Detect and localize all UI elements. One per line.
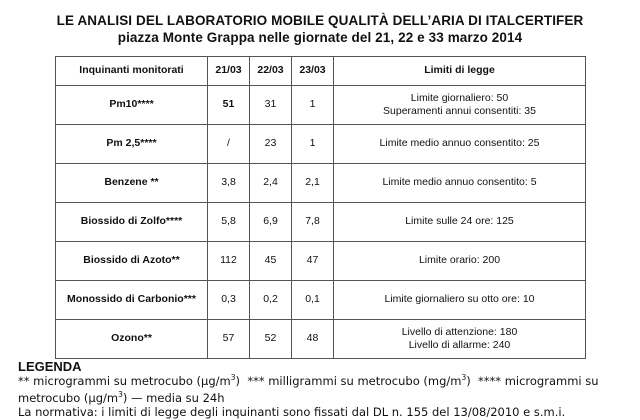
pollutant-name: Biossido di Zolfo**** bbox=[56, 203, 208, 242]
limit-line: Limite giornaliero: 50 bbox=[410, 91, 509, 104]
exponent: 3 bbox=[230, 373, 236, 383]
legend-metrocubo: metrocubo (µg/m bbox=[18, 391, 119, 405]
value-21-03: 51 bbox=[208, 86, 250, 125]
legend-24h-note: ) — media su 24h bbox=[122, 391, 225, 405]
legend-unit-micrograms-24h: **** microgrammi su bbox=[478, 374, 599, 388]
value-22-03: 6,9 bbox=[250, 203, 292, 242]
table-row bbox=[56, 86, 586, 125]
close-paren: ) bbox=[235, 374, 241, 388]
value-21-03: 112 bbox=[208, 242, 250, 281]
legal-limit bbox=[334, 320, 586, 359]
table-row bbox=[56, 203, 586, 242]
column-header: Limiti di legge bbox=[334, 57, 586, 86]
legal-limit: Limite medio annuo consentito: 5 bbox=[334, 164, 586, 203]
table-row bbox=[56, 281, 586, 320]
value-23-03: 1 bbox=[292, 125, 334, 164]
value-23-03: 1 bbox=[292, 86, 334, 125]
table-row bbox=[56, 125, 586, 164]
legend-units-line bbox=[18, 374, 599, 388]
legal-limit: Limite medio annuo consentito: 25 bbox=[334, 125, 586, 164]
legend-unit-milligrams: *** milligrammi su metrocubo (mg/m bbox=[247, 374, 462, 388]
legal-limit: Limite giornaliero su otto ore: 10 bbox=[334, 281, 586, 320]
value-22-03: 52 bbox=[250, 320, 292, 359]
legend-title: LEGENDA bbox=[18, 359, 82, 374]
value-23-03: 47 bbox=[292, 242, 334, 281]
pollutant-name: Pm 2,5**** bbox=[56, 125, 208, 164]
table-row bbox=[56, 242, 586, 281]
limit-line: Livello di allarme: 240 bbox=[408, 339, 511, 351]
pollutant-name: Biossido di Azoto** bbox=[56, 242, 208, 281]
legend-unit-micrograms: ** microgrammi su metrocubo (µg/m bbox=[18, 374, 231, 388]
legal-limit: Limite sulle 24 ore: 125 bbox=[334, 203, 586, 242]
pollutant-name: Pm10**** bbox=[56, 86, 208, 125]
value-23-03: 48 bbox=[292, 320, 334, 359]
column-header: 22/03 bbox=[250, 57, 292, 86]
page-title: LE ANALISI DEL LABORATORIO MOBILE QUALITÀ DELL’ARIA DI ITALCERTIFER bbox=[56, 13, 584, 28]
value-22-03: 0,2 bbox=[250, 281, 292, 320]
value-23-03: 7,8 bbox=[292, 203, 334, 242]
legal-limit: Limite orario: 200 bbox=[334, 242, 586, 281]
value-23-03: 2,1 bbox=[292, 164, 334, 203]
limit-line: Livello di attenzione: 180 bbox=[401, 325, 518, 338]
table-row bbox=[56, 164, 586, 203]
value-21-03: 57 bbox=[208, 320, 250, 359]
value-21-03: 5,8 bbox=[208, 203, 250, 242]
legal-limit bbox=[334, 86, 586, 125]
value-21-03: 3,8 bbox=[208, 164, 250, 203]
legend-normativa: La normativa: i limiti di legge degli inquinanti sono fissati dal DL n. 155 del 13/08/2010 e s.m.i. bbox=[18, 405, 566, 419]
value-21-03: / bbox=[208, 125, 250, 164]
page-subtitle: piazza Monte Grappa nelle giornate del 21, 22 e 33 marzo 2014 bbox=[117, 30, 523, 45]
pollutant-name: Monossido di Carbonio*** bbox=[56, 281, 208, 320]
limit-line: Superamenti annui consentiti: 35 bbox=[383, 105, 536, 117]
exponent: 3 bbox=[118, 390, 123, 400]
pollutant-name: Benzene ** bbox=[56, 164, 208, 203]
table-header-row bbox=[56, 57, 586, 86]
value-22-03: 2,4 bbox=[250, 164, 292, 203]
exponent: 3 bbox=[461, 373, 467, 383]
column-header: 21/03 bbox=[208, 57, 250, 86]
pollutant-name: Ozono** bbox=[56, 320, 208, 359]
value-23-03: 0,1 bbox=[292, 281, 334, 320]
column-header: Inquinanti monitorati bbox=[56, 57, 208, 86]
close-paren: ) bbox=[466, 374, 471, 388]
legend-24h-line bbox=[18, 391, 225, 405]
value-21-03: 0,3 bbox=[208, 281, 250, 320]
value-22-03: 23 bbox=[250, 125, 292, 164]
column-header: 23/03 bbox=[292, 57, 334, 86]
table-row bbox=[56, 320, 586, 359]
pollutants-table bbox=[55, 56, 586, 359]
value-22-03: 31 bbox=[250, 86, 292, 125]
value-22-03: 45 bbox=[250, 242, 292, 281]
